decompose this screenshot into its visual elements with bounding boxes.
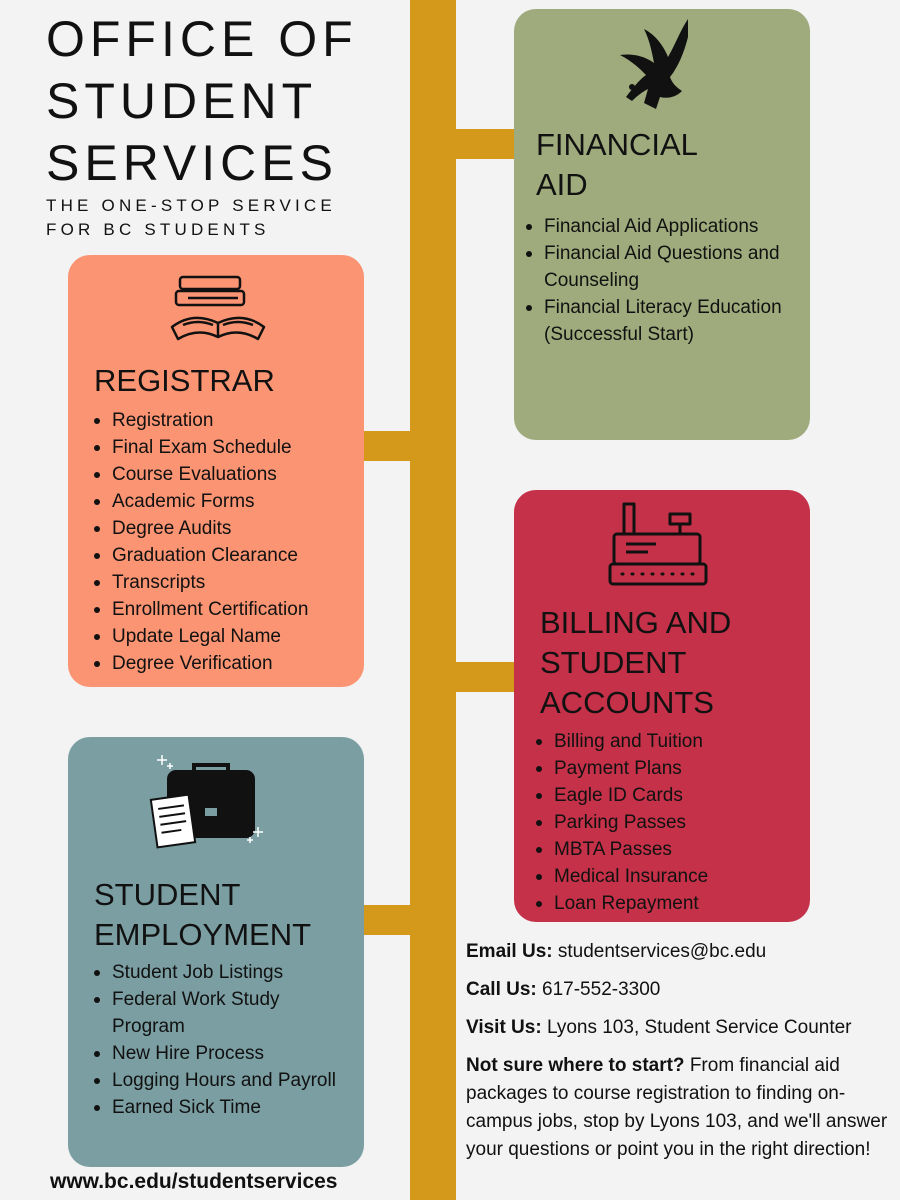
timeline-branch-billing xyxy=(456,662,516,692)
list-item: Graduation Clearance xyxy=(94,542,308,569)
website-link[interactable]: www.bc.edu/studentservices xyxy=(50,1170,338,1193)
list-item: Logging Hours and Payroll xyxy=(94,1067,344,1094)
registrar-list xyxy=(94,407,308,677)
email-link[interactable]: studentservices@bc.edu xyxy=(557,941,767,962)
list-item: Parking Passes xyxy=(536,809,708,836)
billing-list xyxy=(536,728,708,917)
timeline-spine xyxy=(410,0,456,1200)
list-item: Course Evaluations xyxy=(94,461,308,488)
list-item: Financial Aid Applications xyxy=(526,213,788,240)
billing-card xyxy=(514,490,810,922)
employment-title: STUDENT EMPLOYMENT xyxy=(94,877,312,952)
list-item: Degree Verification xyxy=(94,650,308,677)
cash-register-icon xyxy=(608,500,712,590)
list-item: New Hire Process xyxy=(94,1040,344,1067)
list-item: Update Legal Name xyxy=(94,623,308,650)
list-item: Student Job Listings xyxy=(94,959,344,986)
location-line: Visit Us: Lyons 103, Student Service Counter xyxy=(466,1017,852,1038)
finaid-list xyxy=(526,213,788,348)
billing-title: BILLING AND STUDENT ACCOUNTS xyxy=(540,605,732,720)
list-item: Academic Forms xyxy=(94,488,308,515)
email-line: Email Us: studentservices@bc.edu xyxy=(466,941,767,962)
registrar-card xyxy=(68,255,364,687)
list-item: Payment Plans xyxy=(536,755,708,782)
eagle-icon xyxy=(610,17,700,113)
list-item: Transcripts xyxy=(94,569,308,596)
timeline-branch-finaid xyxy=(456,129,516,159)
list-item: Billing and Tuition xyxy=(536,728,708,755)
list-item: Earned Sick Time xyxy=(94,1094,344,1121)
employment-card xyxy=(68,737,364,1167)
phone-number[interactable]: 617-552-3300 xyxy=(542,979,661,1000)
help-note: Not sure where to start? From financial aid packages to course registration to finding on-campus jobs, stop by Lyons 103, and we'll answer your questions or point you in the right direction! xyxy=(466,1055,888,1160)
timeline-branch-employment xyxy=(362,905,412,935)
timeline-branch-registrar xyxy=(362,431,412,461)
employment-list xyxy=(94,959,344,1121)
list-item: Enrollment Certification xyxy=(94,596,308,623)
list-item: Degree Audits xyxy=(94,515,308,542)
list-item: Eagle ID Cards xyxy=(536,782,708,809)
contact-info xyxy=(466,938,896,1175)
location-text: Lyons 103, Student Service Counter xyxy=(546,1017,852,1038)
finaid-card xyxy=(514,9,810,440)
list-item: Loan Repayment xyxy=(536,890,708,917)
briefcase-icon xyxy=(154,751,274,851)
finaid-title: FINANCIAL AID xyxy=(536,127,698,202)
list-item: Financial Literacy Education (Successful Start) xyxy=(526,294,788,348)
page-subtitle: THE ONE-STOP SERVICE FOR BC STUDENTS xyxy=(46,196,336,239)
phone-line: Call Us: 617-552-3300 xyxy=(466,979,661,1000)
page-title: OFFICE OF STUDENT SERVICES xyxy=(46,11,358,191)
registrar-title: REGISTRAR xyxy=(94,363,275,398)
books-icon xyxy=(168,267,268,347)
list-item: Medical Insurance xyxy=(536,863,708,890)
list-item: Financial Aid Questions and Counseling xyxy=(526,240,788,294)
list-item: Registration xyxy=(94,407,308,434)
list-item: MBTA Passes xyxy=(536,836,708,863)
list-item: Federal Work Study Program xyxy=(94,986,344,1040)
list-item: Final Exam Schedule xyxy=(94,434,308,461)
